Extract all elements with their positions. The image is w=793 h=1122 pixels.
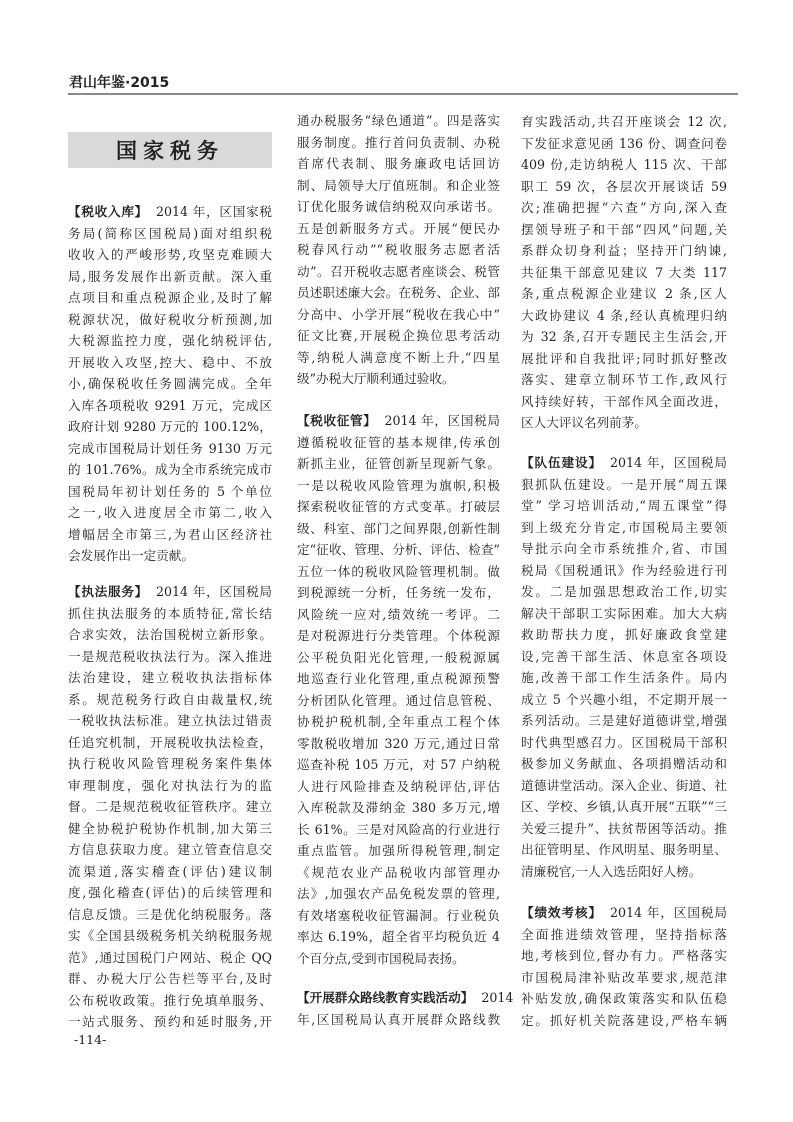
line-text: 完成市国税局计划任务 9130 万元 xyxy=(68,440,272,456)
text-line xyxy=(68,545,272,567)
line-text: 下发征求意见函 136 份、调查问卷 xyxy=(521,135,727,151)
text-line xyxy=(521,262,727,284)
paragraph xyxy=(297,410,500,969)
line-text: 条,重点税源企业建议 2 条,区人 xyxy=(521,286,727,301)
line-text: 法治建设，建立税收执法指标体 xyxy=(68,670,272,685)
text-line xyxy=(68,223,272,245)
line-text: 税源状况，做好税收分析预测,加 xyxy=(68,311,272,327)
line-text: 收收入的严峻形势,攻坚克难顾大 xyxy=(68,247,272,262)
line-text: 审理制度，强化对执法行为的监 xyxy=(68,777,272,793)
line-text: 协税护税机制,全年重点工程个体 xyxy=(297,714,500,729)
text-line xyxy=(297,776,500,798)
line-text: 首席代表制、服务廉政电话回访 xyxy=(297,156,500,171)
line-text: 信息反馈。三是优化纳税服务。落 xyxy=(68,906,272,922)
line-text: 设,完善干部生活、休息室各项设 xyxy=(521,648,727,664)
text-line xyxy=(297,368,500,390)
paragraph-heading: 【开展群众路线教育实践活动】 xyxy=(297,990,474,1005)
line-text: 巡查补税 105 万元，对 57 户纳税 xyxy=(297,757,500,772)
text-line xyxy=(68,968,272,990)
section-title: 国家税务 xyxy=(116,138,224,163)
line-text: 国税局年初计划任务的 5 个单位 xyxy=(68,483,272,499)
text-line xyxy=(68,818,272,840)
paragraph xyxy=(68,201,272,567)
line-text: 税局《国税通讯》作为经验进行刊 xyxy=(521,562,727,578)
line-text: 关爱三提升”、扶贫帮困等活动。推 xyxy=(521,820,727,836)
text-line xyxy=(521,667,727,689)
line-text: 五位一体的税收风险管理机制。做 xyxy=(297,563,500,579)
line-text: 出征管明星、作风明星、服务明星、 xyxy=(521,842,727,857)
text-line xyxy=(68,882,272,904)
text-line xyxy=(521,967,727,989)
text-line xyxy=(297,604,500,626)
text-line xyxy=(521,305,727,327)
line-text: 一是规范税收执法行为。深入推进 xyxy=(68,648,272,664)
line-text: 法》,加强农产品免税发票的管理, xyxy=(297,886,500,901)
line-text: 务局(简称区国税局)面对组织税 xyxy=(68,225,272,241)
line-text: 发。二是加强思想政治工作,切实 xyxy=(521,584,727,599)
line-text: 重点监管。加强所得税管理,制定 xyxy=(297,843,500,858)
line-text: 2014 年，区国税局 xyxy=(384,413,500,428)
text-line xyxy=(521,646,727,668)
text-line xyxy=(68,861,272,883)
line-text: 公平税负阳光化管理,一般税源属 xyxy=(297,649,500,665)
line-text: 度,强化稽查(评估)的后续管理和 xyxy=(68,885,272,900)
text-line xyxy=(68,481,272,503)
text-line xyxy=(68,330,272,352)
text-line xyxy=(68,947,272,969)
line-text: 到税源统一分析，任务统一发布， xyxy=(297,585,500,600)
line-text: 409 份,走访纳税人 115 次、干部 xyxy=(521,157,727,172)
text-line xyxy=(297,905,500,927)
line-text: 通办税服务“绿色通道”。四是落实 xyxy=(297,113,500,128)
line-text: 入库各项税收 9291 万元，完成区 xyxy=(68,397,272,413)
line-text: 的 101.76%。成为全市系统完成市 xyxy=(68,462,272,477)
text-line xyxy=(297,840,500,862)
line-text: 落实、建章立制环节工作,政风行 xyxy=(521,372,727,387)
line-text: 系列活动。三是建好道德讲堂,增强 xyxy=(521,713,727,728)
text-line xyxy=(68,925,272,947)
line-text: 育实践活动,共召开座谈会 12 次, xyxy=(521,114,727,129)
text-line xyxy=(521,391,727,413)
text-line xyxy=(297,239,500,261)
line-text: 极参加义务献血、各项捐赠活动和 xyxy=(521,756,727,771)
text-line xyxy=(521,176,727,198)
text-line xyxy=(297,987,514,1009)
line-text: 范》,通过国税门户网站、税企 QQ xyxy=(68,949,272,965)
text-line xyxy=(521,111,727,133)
line-text: 个百分点,受到市国税局表扬。 xyxy=(297,950,465,966)
text-line xyxy=(521,240,727,262)
text-line xyxy=(297,175,500,197)
line-text: 遵循税收征管的基本规律,传承创 xyxy=(297,434,500,450)
text-line xyxy=(297,153,500,175)
text-line xyxy=(68,1011,272,1033)
text-line xyxy=(521,902,727,924)
text-line xyxy=(297,132,500,154)
paragraph-heading: 【税收征管】 xyxy=(297,413,377,428)
line-text: 任追究机制，开展税收执法检查， xyxy=(68,734,272,750)
line-text: 税春风行动”“税收服务志愿者活 xyxy=(297,242,500,257)
line-text: 零散税收增加 320 万元,通过日常 xyxy=(297,735,500,751)
text-line xyxy=(297,1009,500,1031)
line-text: 2014 年，区国税局 xyxy=(609,455,727,470)
line-text: 分析团队化管理。通过信息管税、 xyxy=(297,692,500,708)
line-text: 会发展作出一定贡献。 xyxy=(68,548,194,563)
text-line xyxy=(297,862,500,884)
text-line xyxy=(521,753,727,775)
line-text: 风险统一应对,绩效统一考评。二 xyxy=(297,606,500,622)
line-text: 探索税收征管的方式变革。打破层 xyxy=(297,499,500,514)
text-line xyxy=(68,352,272,374)
text-line xyxy=(68,201,272,223)
text-line xyxy=(521,133,727,155)
line-text: 地,考核到位,督办有力。严格落实 xyxy=(521,948,727,963)
paragraph xyxy=(521,902,727,1031)
line-text: 点项目和重点税源企业,及时了解 xyxy=(68,290,272,305)
text-line xyxy=(68,624,272,646)
line-text: 年,区国税局认真开展群众路线教 xyxy=(297,1011,500,1027)
line-text: 级、科室、部门之间界限,创新性制 xyxy=(297,520,500,536)
line-text: 定“征收、管理、分析、评估、检查” xyxy=(297,542,500,557)
text-line xyxy=(297,539,500,561)
text-line xyxy=(297,453,500,475)
text-line xyxy=(297,261,500,283)
line-text: 2014 年，区国税局 xyxy=(155,584,272,599)
text-line xyxy=(297,196,500,218)
page-number: -114- xyxy=(74,1032,107,1047)
text-line xyxy=(521,924,727,946)
line-text: 方信息获取力度。建立管查信息交 xyxy=(68,842,272,857)
text-line xyxy=(521,624,727,646)
line-text: 成立 5 个兴趣小组，不定期开展一 xyxy=(521,691,727,707)
line-text: 服务制度。推行首问负责制、办税 xyxy=(297,134,500,150)
text-line xyxy=(297,282,500,304)
line-text: 健全协税护税协作机制,加大第三 xyxy=(68,820,272,836)
text-line xyxy=(68,581,272,603)
line-text: 区人大评议名列前茅。 xyxy=(521,415,647,430)
text-line xyxy=(521,689,727,711)
text-line xyxy=(297,625,500,647)
paragraph-heading: 【队伍建设】 xyxy=(521,455,602,470)
line-text: 分高中、小学开展“税收在我心中” xyxy=(297,306,500,322)
line-text: 解决干部职工实际困难。加大大病 xyxy=(521,605,727,621)
line-text: 局,服务发展作出新贡献。深入重 xyxy=(68,268,272,284)
line-text: 是对税源进行分类管理。个体税源 xyxy=(297,628,500,643)
line-text: 一税收执法标准。建立执法过错责 xyxy=(68,713,272,728)
text-line xyxy=(521,412,727,434)
line-text: 一站式服务、预约和延时服务,开 xyxy=(68,1014,272,1029)
paragraph-heading: 【税收入库】 xyxy=(68,204,148,219)
text-line xyxy=(297,561,500,583)
text-line xyxy=(297,110,500,132)
text-line xyxy=(297,711,500,733)
line-text: 道德讲堂活动。深入企业、街道、社 xyxy=(521,777,727,793)
line-text: 员述职述廉大会。在税务、企业、部 xyxy=(297,285,500,300)
text-line xyxy=(297,496,500,518)
text-line xyxy=(521,775,727,797)
line-text: 五是创新服务方式。开展“便民办 xyxy=(297,220,500,236)
text-line xyxy=(297,518,500,540)
line-text: 2014 年，区国税局 xyxy=(609,905,727,920)
text-line xyxy=(68,524,272,546)
line-text: 一是以税收风险管理为旗帜,积极 xyxy=(297,477,500,493)
text-line xyxy=(297,304,500,326)
text-line xyxy=(521,839,727,861)
text-line xyxy=(521,818,727,840)
line-text: 到上级充分肯定,市国税局主要领 xyxy=(521,519,727,535)
line-text: 政府计划 9280 万元的 100.12%， xyxy=(68,419,272,434)
text-line xyxy=(68,667,272,689)
line-text: 大政协建议 4 条,经认真梳理归纳 xyxy=(521,307,727,323)
line-text: 之一,收入进度居全市第二,收入 xyxy=(68,505,272,520)
line-text: 级”办税大厅顺利通过验收。 xyxy=(297,371,455,386)
line-text: 救助帮扶力度，抓好廉政食堂建 xyxy=(521,627,727,642)
line-text: 定。抓好机关院落建设,严格车辆 xyxy=(521,1012,727,1028)
text-line xyxy=(68,502,272,524)
text-line xyxy=(521,732,727,754)
header-rule xyxy=(68,93,738,95)
line-text: 流渠道,落实稽查(评估)建议制 xyxy=(68,863,272,879)
text-line xyxy=(68,689,272,711)
text-line xyxy=(68,710,272,732)
text-line xyxy=(521,710,727,732)
text-line xyxy=(68,732,272,754)
line-text: 补贴发放,确保政策落实和队伍稳 xyxy=(521,991,727,1006)
line-text: 堂” 学习培训活动,“周五课堂”得 xyxy=(521,498,727,513)
text-line xyxy=(521,1010,727,1032)
line-text: 督。二是规范税收征管秩序。建立 xyxy=(68,799,272,814)
paragraph-heading: 【绩效考核】 xyxy=(521,905,602,920)
text-line xyxy=(297,410,500,432)
text-line xyxy=(297,218,500,240)
running-header: 君山年鉴·2015 xyxy=(69,75,170,91)
line-text: 风持续好转，干部作风全面改进， xyxy=(521,393,727,409)
text-line xyxy=(521,326,727,348)
text-line xyxy=(68,646,272,668)
line-text: 系群众切身利益；坚持开门纳谏, xyxy=(521,243,727,258)
text-line xyxy=(521,219,727,241)
line-text: 率达 6.19%，超全省平均税负近 4 xyxy=(297,929,500,944)
text-line xyxy=(68,603,272,625)
line-text: 市国税局津补贴改革要求,规范津 xyxy=(521,969,727,985)
text-line xyxy=(68,459,272,481)
text-line xyxy=(68,395,272,417)
line-text: 征文比赛,开展税企换位思考活动 xyxy=(297,328,500,343)
line-text: 展批评和自我批评;同时抓好整改 xyxy=(521,350,727,366)
line-text: 订优化服务诚信纳税双向承诺书。 xyxy=(297,199,500,214)
text-line xyxy=(68,416,272,438)
line-text: 增幅居全市第三,为君山区经济社 xyxy=(68,526,272,542)
text-line xyxy=(68,287,272,309)
text-line xyxy=(521,452,727,474)
line-text: 入库税款及滞纳金 380 多万元,增 xyxy=(297,800,500,815)
text-line xyxy=(521,796,727,818)
line-text: 2014 年，区国家税 xyxy=(155,204,272,219)
text-line xyxy=(297,948,500,970)
text-line xyxy=(297,432,500,454)
line-text: 实《全国县级税务机关纳税服务规 xyxy=(68,928,272,943)
text-line xyxy=(297,733,500,755)
text-line xyxy=(521,603,727,625)
line-text: 区、学校、乡镇,认真开展“五联”“三 xyxy=(521,799,727,814)
text-line xyxy=(297,582,500,604)
line-text: 开展收入攻坚,控大、稳中、不放 xyxy=(68,354,272,370)
text-line xyxy=(68,990,272,1012)
paragraph xyxy=(521,111,727,434)
text-line xyxy=(521,369,727,391)
line-text: 摆领导班子和干部“四风”问题,关 xyxy=(521,221,727,237)
line-text: 施,改善干部工作生活条件。局内 xyxy=(521,670,727,685)
text-line xyxy=(521,861,727,883)
text-line xyxy=(68,244,272,266)
line-text: 职工 59 次，各层次开展谈话 59 xyxy=(521,178,727,194)
text-line xyxy=(521,945,727,967)
line-text: 长 61%。三是对风险高的行业进行 xyxy=(297,821,500,837)
line-text: 《规范农业产品税收内部管理办 xyxy=(297,864,500,880)
line-text: 清廉税官,一人入选岳阳好人榜。 xyxy=(521,863,702,879)
text-line xyxy=(297,690,500,712)
line-text: 时代典型感召力。区国税局干部积 xyxy=(521,734,727,750)
line-text: 系。规范税务行政自由裁量权,统 xyxy=(68,691,272,707)
line-text: 共征集干部意见建议 7 大类 117 xyxy=(521,264,727,280)
line-text: 地巡查行业化管理,重点税源预警 xyxy=(297,671,500,686)
line-text: 大税源监控力度，强化纳税评估, xyxy=(68,333,272,348)
line-text: 新抓主业，征管创新呈现新气象。 xyxy=(297,456,500,471)
text-line xyxy=(521,517,727,539)
text-line xyxy=(521,348,727,370)
text-line xyxy=(68,438,272,460)
text-line xyxy=(297,926,500,948)
text-line xyxy=(297,647,500,669)
line-text: 制、局领导大厅值班制。和企业签 xyxy=(297,177,500,193)
text-line xyxy=(297,325,500,347)
paragraph xyxy=(297,987,514,1030)
text-line xyxy=(521,474,727,496)
line-text: 公布税收政策。推行免填单服务、 xyxy=(68,992,272,1008)
paragraph-heading: 【执法服务】 xyxy=(68,584,148,599)
text-line xyxy=(297,819,500,841)
line-text: 执行税收风险管理税务案件集体 xyxy=(68,756,272,771)
line-text: 有效堵塞税收征管漏洞。行业税负 xyxy=(297,907,500,923)
text-line xyxy=(68,796,272,818)
line-text: 小,确保税收任务圆满完成。全年 xyxy=(68,376,272,391)
text-line xyxy=(68,753,272,775)
paragraph xyxy=(521,452,727,882)
line-text: 抓住执法服务的本质特征,常长结 xyxy=(68,605,272,621)
line-text: 为 32 条,召开专题民主生活会,开 xyxy=(521,329,727,344)
text-line xyxy=(521,154,727,176)
text-line xyxy=(297,668,500,690)
line-text: 群、办税大厅公告栏等平台,及时 xyxy=(68,971,272,986)
text-line xyxy=(297,475,500,497)
line-text: 2014 xyxy=(481,990,514,1005)
section-title-box xyxy=(68,132,272,168)
text-line xyxy=(521,988,727,1010)
paragraph xyxy=(297,110,500,390)
text-line xyxy=(68,775,272,797)
line-text: 导批示向全市系统推介,省、市国 xyxy=(521,541,727,556)
paragraph xyxy=(68,581,272,1033)
text-line xyxy=(68,266,272,288)
line-text: 全面推进绩效管理，坚持指标落 xyxy=(521,926,727,942)
text-line xyxy=(68,309,272,331)
line-text: 狠抓队伍建设。一是开展“周五课 xyxy=(521,476,727,492)
line-text: 次;准确把握“六查”方向,深入查 xyxy=(521,200,727,215)
text-line xyxy=(521,581,727,603)
text-line xyxy=(521,538,727,560)
text-line xyxy=(297,754,500,776)
line-text: 合求实效，法治国税树立新形象。 xyxy=(68,627,272,642)
text-line xyxy=(297,347,500,369)
text-line xyxy=(521,560,727,582)
text-line xyxy=(68,839,272,861)
text-line xyxy=(521,283,727,305)
text-line xyxy=(297,883,500,905)
text-line xyxy=(521,197,727,219)
text-line xyxy=(297,797,500,819)
text-line xyxy=(68,904,272,926)
text-line xyxy=(521,495,727,517)
line-text: 动”。召开税收志愿者座谈会、税管 xyxy=(297,263,500,279)
text-line xyxy=(68,373,272,395)
line-text: 人进行风险排查及纳税评估,评估 xyxy=(297,778,500,794)
line-text: 等,纳税人满意度不断上升,“四星 xyxy=(297,349,500,365)
